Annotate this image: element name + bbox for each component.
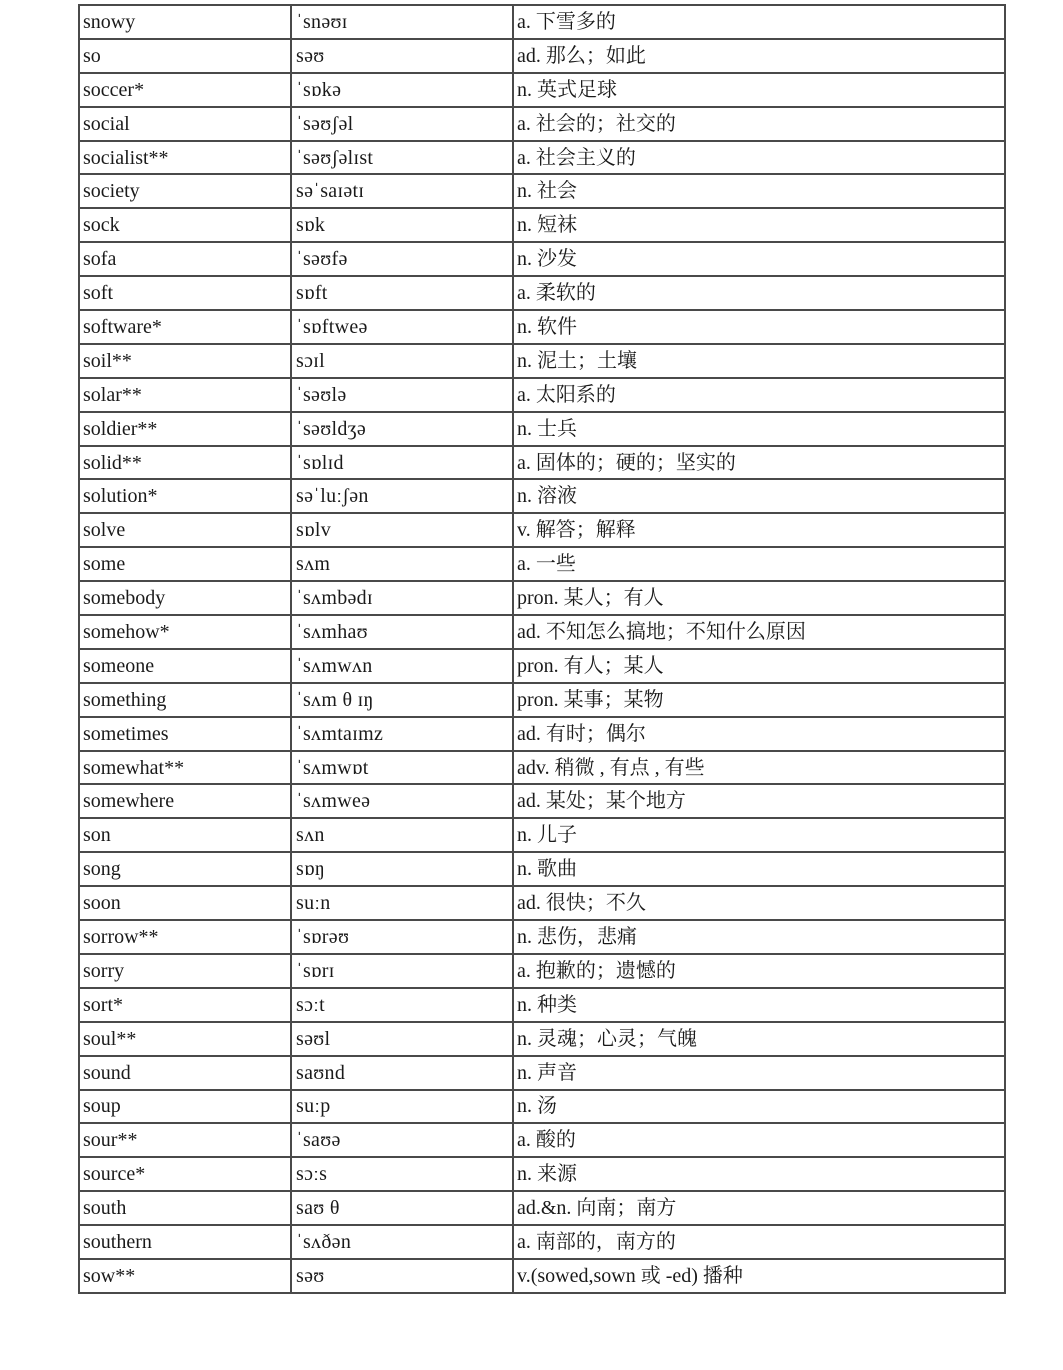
meaning-cell: a. 固体的；硬的；坚实的 xyxy=(513,446,1005,480)
meaning-cell: n. 社会 xyxy=(513,174,1005,208)
phonetic-cell: sɔːt xyxy=(291,988,513,1022)
table-row xyxy=(79,1191,1005,1225)
meaning-cell: a. 下雪多的 xyxy=(513,5,1005,39)
phonetic-cell: ˈsɒrɪ xyxy=(291,954,513,988)
table-row xyxy=(79,5,1005,39)
meaning-cell: ad. 某处；某个地方 xyxy=(513,784,1005,818)
meaning-cell: ad. 不知怎么搞地；不知什么原因 xyxy=(513,615,1005,649)
phonetic-cell: ˈsɒftweə xyxy=(291,310,513,344)
phonetic-cell: ˈsnəʊɪ xyxy=(291,5,513,39)
word-cell: solve xyxy=(79,513,291,547)
word-cell: source* xyxy=(79,1157,291,1191)
word-cell: soul** xyxy=(79,1022,291,1056)
phonetic-cell: ˈsʌmwɒt xyxy=(291,751,513,785)
table-row xyxy=(79,717,1005,751)
table-row xyxy=(79,920,1005,954)
table-row xyxy=(79,242,1005,276)
word-cell: so xyxy=(79,39,291,73)
meaning-cell: n. 儿子 xyxy=(513,818,1005,852)
phonetic-cell: saʊ θ xyxy=(291,1191,513,1225)
phonetic-cell: ˈsəʊlə xyxy=(291,378,513,412)
table-row xyxy=(79,208,1005,242)
meaning-cell: v. 解答；解释 xyxy=(513,513,1005,547)
table-row xyxy=(79,784,1005,818)
table-row xyxy=(79,446,1005,480)
word-cell: sorry xyxy=(79,954,291,988)
phonetic-cell: səˈsaɪətɪ xyxy=(291,174,513,208)
word-cell: sow** xyxy=(79,1259,291,1293)
phonetic-cell: ˈsɒlɪd xyxy=(291,446,513,480)
meaning-cell: a. 南部的，南方的 xyxy=(513,1225,1005,1259)
meaning-cell: n. 声音 xyxy=(513,1056,1005,1090)
word-cell: solid** xyxy=(79,446,291,480)
table-row xyxy=(79,1225,1005,1259)
table-row xyxy=(79,479,1005,513)
word-cell: soup xyxy=(79,1090,291,1124)
word-cell: solar** xyxy=(79,378,291,412)
table-row xyxy=(79,852,1005,886)
word-cell: something xyxy=(79,683,291,717)
table-row xyxy=(79,141,1005,175)
meaning-cell: v.(sowed,sown 或 -ed) 播种 xyxy=(513,1259,1005,1293)
table-row xyxy=(79,513,1005,547)
meaning-cell: ad.&n. 向南；南方 xyxy=(513,1191,1005,1225)
meaning-cell: n. 种类 xyxy=(513,988,1005,1022)
meaning-cell: pron. 某事；某物 xyxy=(513,683,1005,717)
word-cell: sorrow** xyxy=(79,920,291,954)
word-cell: snowy xyxy=(79,5,291,39)
word-cell: sock xyxy=(79,208,291,242)
phonetic-cell: sʌn xyxy=(291,818,513,852)
phonetic-cell: sɔːs xyxy=(291,1157,513,1191)
phonetic-cell: sʌm xyxy=(291,547,513,581)
word-cell: solution* xyxy=(79,479,291,513)
meaning-cell: n. 泥土；土壤 xyxy=(513,344,1005,378)
word-cell: soil** xyxy=(79,344,291,378)
word-cell: soft xyxy=(79,276,291,310)
phonetic-cell: ˈsʌmbədɪ xyxy=(291,581,513,615)
phonetic-cell: ˈsʌmtaɪmz xyxy=(291,717,513,751)
table-row xyxy=(79,615,1005,649)
phonetic-cell: ˈsʌm θ ɪŋ xyxy=(291,683,513,717)
meaning-cell: n. 溶液 xyxy=(513,479,1005,513)
phonetic-cell: sɒk xyxy=(291,208,513,242)
table-row xyxy=(79,412,1005,446)
word-cell: software* xyxy=(79,310,291,344)
table-row xyxy=(79,344,1005,378)
table-row xyxy=(79,1022,1005,1056)
phonetic-cell: ˈsəʊʃəl xyxy=(291,107,513,141)
meaning-cell: ad. 有时；偶尔 xyxy=(513,717,1005,751)
phonetic-cell: səʊl xyxy=(291,1022,513,1056)
table-row xyxy=(79,73,1005,107)
table-row xyxy=(79,39,1005,73)
table-row xyxy=(79,1259,1005,1293)
phonetic-cell: ˈsʌmhaʊ xyxy=(291,615,513,649)
vocabulary-table xyxy=(78,4,1006,1294)
word-cell: south xyxy=(79,1191,291,1225)
table-row xyxy=(79,547,1005,581)
phonetic-cell: suːp xyxy=(291,1090,513,1124)
phonetic-cell: sɒŋ xyxy=(291,852,513,886)
meaning-cell: a. 抱歉的；遗憾的 xyxy=(513,954,1005,988)
table-row xyxy=(79,988,1005,1022)
table-row xyxy=(79,751,1005,785)
phonetic-cell: ˈsəʊfə xyxy=(291,242,513,276)
phonetic-cell: suːn xyxy=(291,886,513,920)
meaning-cell: pron. 有人；某人 xyxy=(513,649,1005,683)
word-cell: somehow* xyxy=(79,615,291,649)
meaning-cell: a. 柔软的 xyxy=(513,276,1005,310)
meaning-cell: n. 软件 xyxy=(513,310,1005,344)
table-row xyxy=(79,1123,1005,1157)
meaning-cell: a. 一些 xyxy=(513,547,1005,581)
word-cell: sofa xyxy=(79,242,291,276)
table-row xyxy=(79,1056,1005,1090)
meaning-cell: n. 来源 xyxy=(513,1157,1005,1191)
word-cell: some xyxy=(79,547,291,581)
vocabulary-table-body xyxy=(79,5,1005,1293)
meaning-cell: n. 沙发 xyxy=(513,242,1005,276)
phonetic-cell: ˈsaʊə xyxy=(291,1123,513,1157)
table-row xyxy=(79,886,1005,920)
phonetic-cell: ˈsʌðən xyxy=(291,1225,513,1259)
phonetic-cell: ˈsʌmwʌn xyxy=(291,649,513,683)
table-row xyxy=(79,174,1005,208)
table-row xyxy=(79,310,1005,344)
meaning-cell: a. 太阳系的 xyxy=(513,378,1005,412)
word-cell: sometimes xyxy=(79,717,291,751)
word-cell: southern xyxy=(79,1225,291,1259)
phonetic-cell: sɒlv xyxy=(291,513,513,547)
meaning-cell: a. 酸的 xyxy=(513,1123,1005,1157)
word-cell: somebody xyxy=(79,581,291,615)
phonetic-cell: sɒft xyxy=(291,276,513,310)
meaning-cell: pron. 某人；有人 xyxy=(513,581,1005,615)
word-cell: socialist** xyxy=(79,141,291,175)
table-row xyxy=(79,954,1005,988)
meaning-cell: a. 社会的；社交的 xyxy=(513,107,1005,141)
word-cell: sound xyxy=(79,1056,291,1090)
word-cell: someone xyxy=(79,649,291,683)
word-cell: social xyxy=(79,107,291,141)
phonetic-cell: ˈsəʊldʒə xyxy=(291,412,513,446)
phonetic-cell: saʊnd xyxy=(291,1056,513,1090)
table-row xyxy=(79,818,1005,852)
meaning-cell: n. 悲伤，悲痛 xyxy=(513,920,1005,954)
word-cell: soldier** xyxy=(79,412,291,446)
phonetic-cell: səʊ xyxy=(291,39,513,73)
meaning-cell: n. 歌曲 xyxy=(513,852,1005,886)
meaning-cell: n. 汤 xyxy=(513,1090,1005,1124)
meaning-cell: ad. 那么；如此 xyxy=(513,39,1005,73)
table-row xyxy=(79,107,1005,141)
word-cell: somewhat** xyxy=(79,751,291,785)
phonetic-cell: ˈsɒkə xyxy=(291,73,513,107)
phonetic-cell: ˈsʌmweə xyxy=(291,784,513,818)
phonetic-cell: səʊ xyxy=(291,1259,513,1293)
phonetic-cell: ˈsɒrəʊ xyxy=(291,920,513,954)
table-row xyxy=(79,276,1005,310)
word-cell: soccer* xyxy=(79,73,291,107)
word-cell: sort* xyxy=(79,988,291,1022)
word-cell: somewhere xyxy=(79,784,291,818)
table-row xyxy=(79,1090,1005,1124)
phonetic-cell: ˈsəʊʃəlɪst xyxy=(291,141,513,175)
table-row xyxy=(79,683,1005,717)
table-row xyxy=(79,1157,1005,1191)
word-cell: soon xyxy=(79,886,291,920)
meaning-cell: n. 短袜 xyxy=(513,208,1005,242)
table-row xyxy=(79,649,1005,683)
phonetic-cell: sɔɪl xyxy=(291,344,513,378)
meaning-cell: n. 灵魂；心灵；气魄 xyxy=(513,1022,1005,1056)
meaning-cell: n. 英式足球 xyxy=(513,73,1005,107)
word-cell: song xyxy=(79,852,291,886)
meaning-cell: n. 士兵 xyxy=(513,412,1005,446)
table-row xyxy=(79,581,1005,615)
meaning-cell: a. 社会主义的 xyxy=(513,141,1005,175)
word-cell: son xyxy=(79,818,291,852)
phonetic-cell: səˈluːʃən xyxy=(291,479,513,513)
meaning-cell: adv. 稍微 , 有点 , 有些 xyxy=(513,751,1005,785)
word-cell: society xyxy=(79,174,291,208)
table-row xyxy=(79,378,1005,412)
meaning-cell: ad. 很快；不久 xyxy=(513,886,1005,920)
word-cell: sour** xyxy=(79,1123,291,1157)
